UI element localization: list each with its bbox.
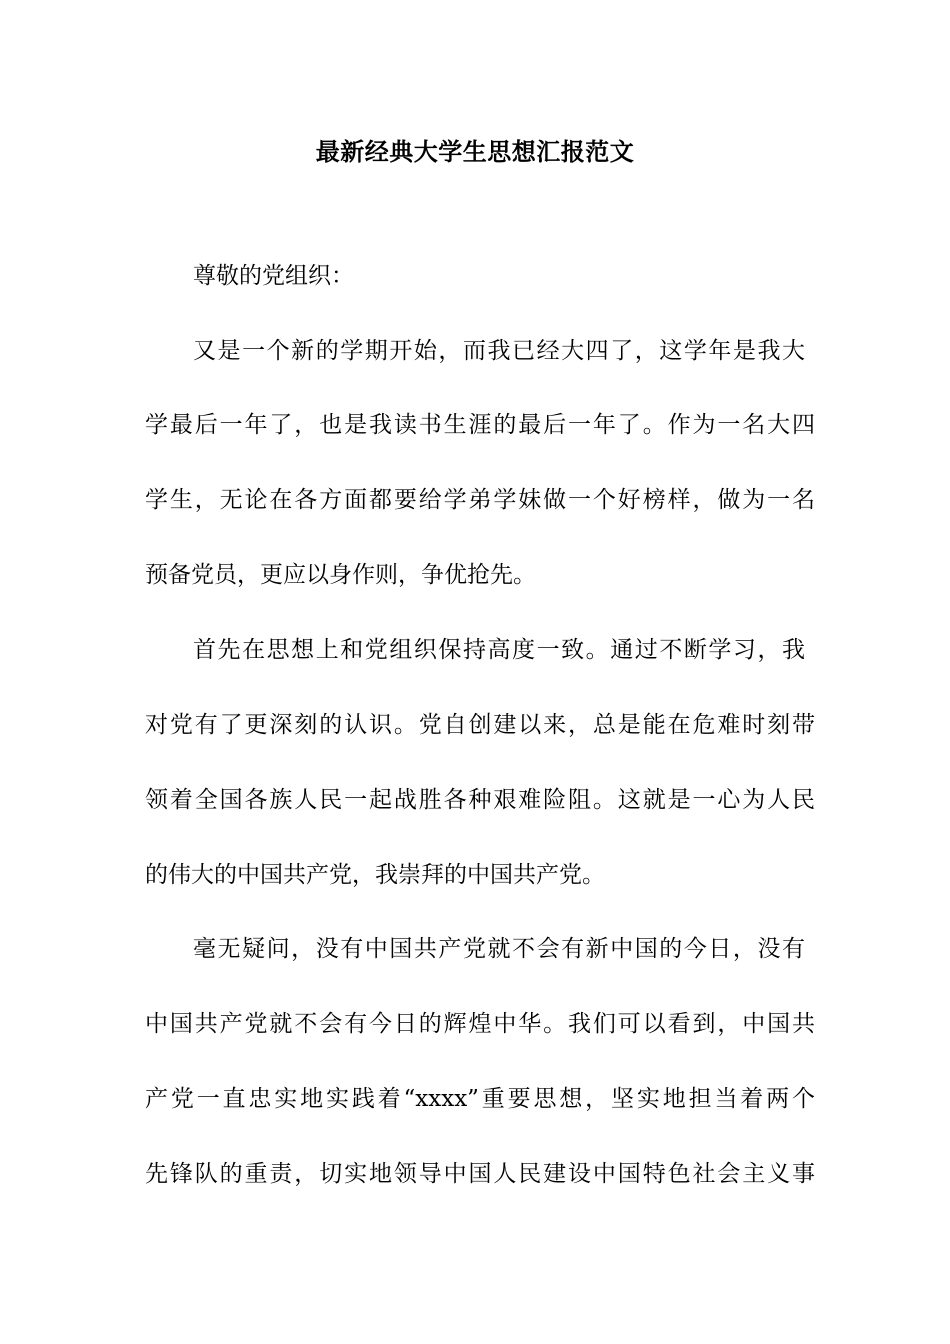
paragraph-1-line-3: 学生，无论在各方面都要给学弟学妹做一个好榜样，做为一名 xyxy=(145,487,815,513)
paragraph-3-line-4: 先锋队的重责，切实地领导中国人民建设中国特色社会主义事 xyxy=(145,1161,815,1187)
paragraph-3-line-3: 产党一直忠实地实践着“xxxx”重要思想，坚实地担当着两个 xyxy=(145,1086,815,1112)
paragraph-1-line-1: 又是一个新的学期开始，而我已经大四了，这学年是我大 xyxy=(193,338,805,364)
paragraph-2-line-2: 对党有了更深刻的认识。党自创建以来，总是能在危难时刻带 xyxy=(145,712,815,738)
paragraph-3-line-1: 毫无疑问，没有中国共产党就不会有新中国的今日，没有 xyxy=(193,936,805,962)
paragraph-2-line-3: 领着全国各族人民一起战胜各种艰难险阻。这就是一心为人民 xyxy=(145,787,815,813)
salutation: 尊敬的党组织： xyxy=(193,263,354,289)
paragraph-1-line-2: 学最后一年了，也是我读书生涯的最后一年了。作为一名大四 xyxy=(145,412,815,438)
paragraph-1-line-4: 预备党员，更应以身作则，争优抢先。 xyxy=(145,562,536,588)
paragraph-2-line-1: 首先在思想上和党组织保持高度一致。通过不断学习，我 xyxy=(193,637,805,663)
paragraph-2-line-4: 的伟大的中国共产党，我崇拜的中国共产党。 xyxy=(145,862,605,888)
document-title: 最新经典大学生思想汇报范文 xyxy=(315,137,635,166)
paragraph-3-line-2: 中国共产党就不会有今日的辉煌中华。我们可以看到，中国共 xyxy=(145,1011,815,1037)
